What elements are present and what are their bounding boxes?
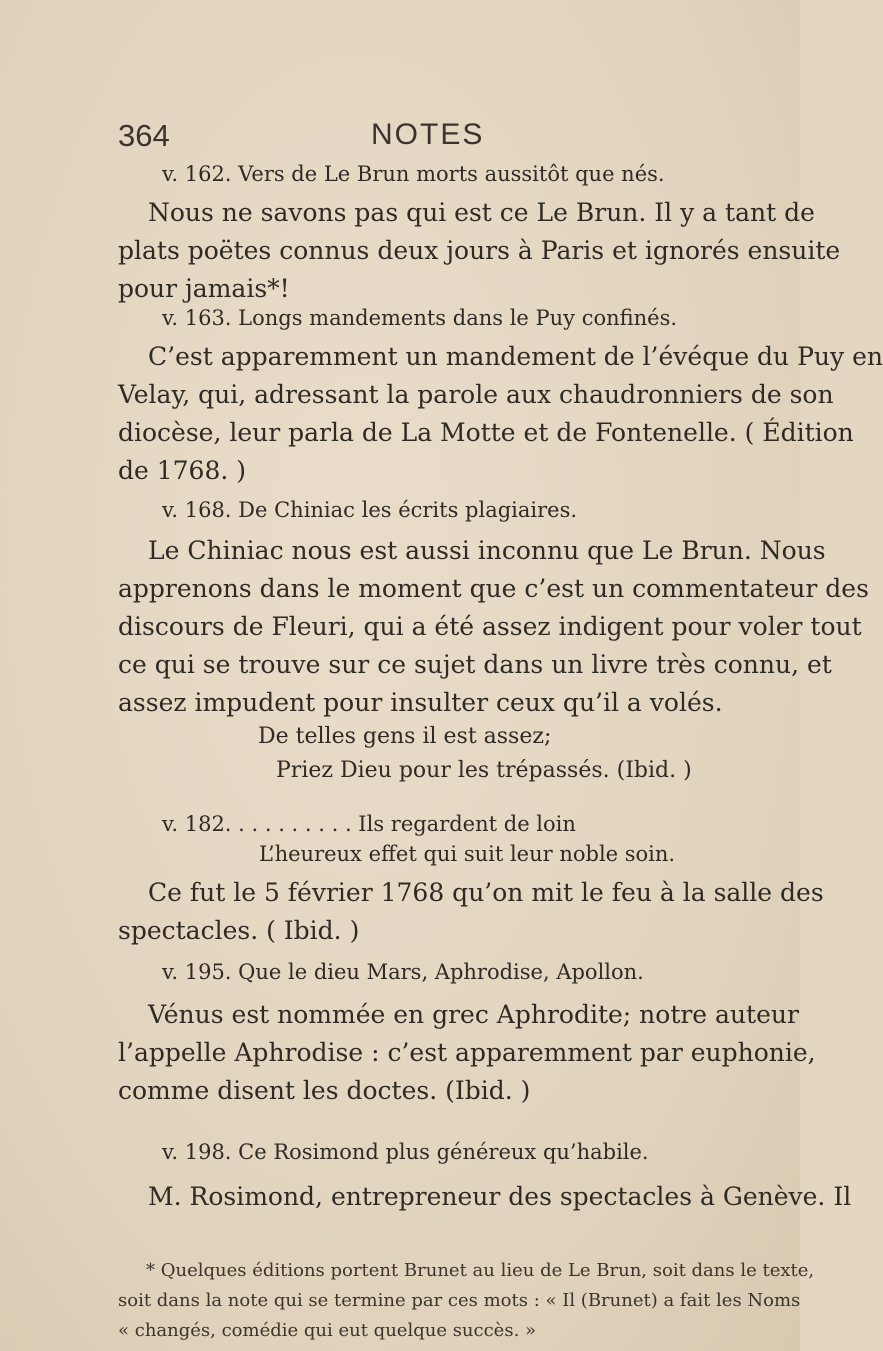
quoted-verse: De telles gens il est assez; (258, 724, 552, 749)
note-paragraph (118, 532, 869, 722)
text-line: C’est apparemment un mandement de l’évéque du Puy en (148, 342, 883, 371)
note-paragraph (118, 338, 883, 490)
text-line: l’appelle Aphrodise : c’est apparemment par euphonie, (118, 1038, 816, 1067)
verse-line: v. 162. Vers de Le Brun morts aussitôt que nés. (162, 162, 665, 186)
text-line: assez impudent pour insulter ceux qu’il a volés. (118, 688, 723, 717)
verse-line: v. 198. Ce Rosimond plus généreux qu’habile. (162, 1140, 649, 1164)
text-line: M. Rosimond, entrepreneur des spectacles à Genève. Il (148, 1182, 852, 1211)
verse-line: v. 168. De Chiniac les écrits plagiaires. (162, 498, 578, 522)
note-paragraph (118, 1178, 852, 1216)
text-line: ce qui se trouve sur ce sujet dans un livre très connu, et (118, 650, 832, 679)
text-line: pour jamais*! (118, 274, 290, 303)
text-line: de 1768. ) (118, 456, 247, 485)
text-line: apprenons dans le moment que c’est un commentateur des (118, 574, 869, 603)
text-line: Velay, qui, adressant la parole aux chaudronniers de son (118, 380, 834, 409)
verse-line: v. 182. . . . . . . . . . Ils regardent de loin (162, 812, 576, 836)
text-line: discours de Fleuri, qui a été assez indigent pour voler tout (118, 612, 862, 641)
text-line: Nous ne savons pas qui est ce Le Brun. Il y a tant de (148, 198, 815, 227)
text-line: comme disent les doctes. (Ibid. ) (118, 1076, 531, 1105)
text-line: diocèse, leur parla de La Motte et de Fontenelle. ( Édition (118, 418, 854, 447)
note-paragraph (118, 996, 816, 1110)
note-paragraph (118, 874, 824, 950)
verse-line-continued: L’heureux effet qui suit leur noble soin. (259, 842, 676, 866)
text-line: Le Chiniac nous est aussi inconnu que Le Brun. Nous (148, 536, 826, 565)
footnote-line: soit dans la note qui se termine par ces mots : « Il (Brunet) a fait les Noms (118, 1290, 801, 1311)
page-header (118, 118, 640, 158)
verse-line: v. 195. Que le dieu Mars, Aphrodise, Apollon. (162, 960, 644, 984)
text-line: Vénus est nommée en grec Aphrodite; notre auteur (148, 1000, 799, 1029)
footnote-line: « changés, comédie qui eut quelque succès. » (118, 1320, 537, 1341)
text-line: plats poëtes connus deux jours à Paris et ignorés ensuite (118, 236, 841, 265)
footnote (118, 1256, 815, 1346)
quoted-verse: Priez Dieu pour les trépassés. (Ibid. ) (276, 758, 692, 783)
page-number: 364 (118, 118, 170, 153)
text-line: Ce fut le 5 février 1768 qu’on mit le feu à la salle des (148, 878, 824, 907)
footnote-line: * Quelques éditions portent Brunet au lieu de Le Brun, soit dans le texte, (146, 1260, 815, 1281)
text-line: spectacles. ( Ibid. ) (118, 916, 360, 945)
running-head: NOTES (371, 118, 485, 151)
verse-line: v. 163. Longs mandements dans le Puy confinés. (162, 306, 678, 330)
note-paragraph (118, 194, 841, 308)
